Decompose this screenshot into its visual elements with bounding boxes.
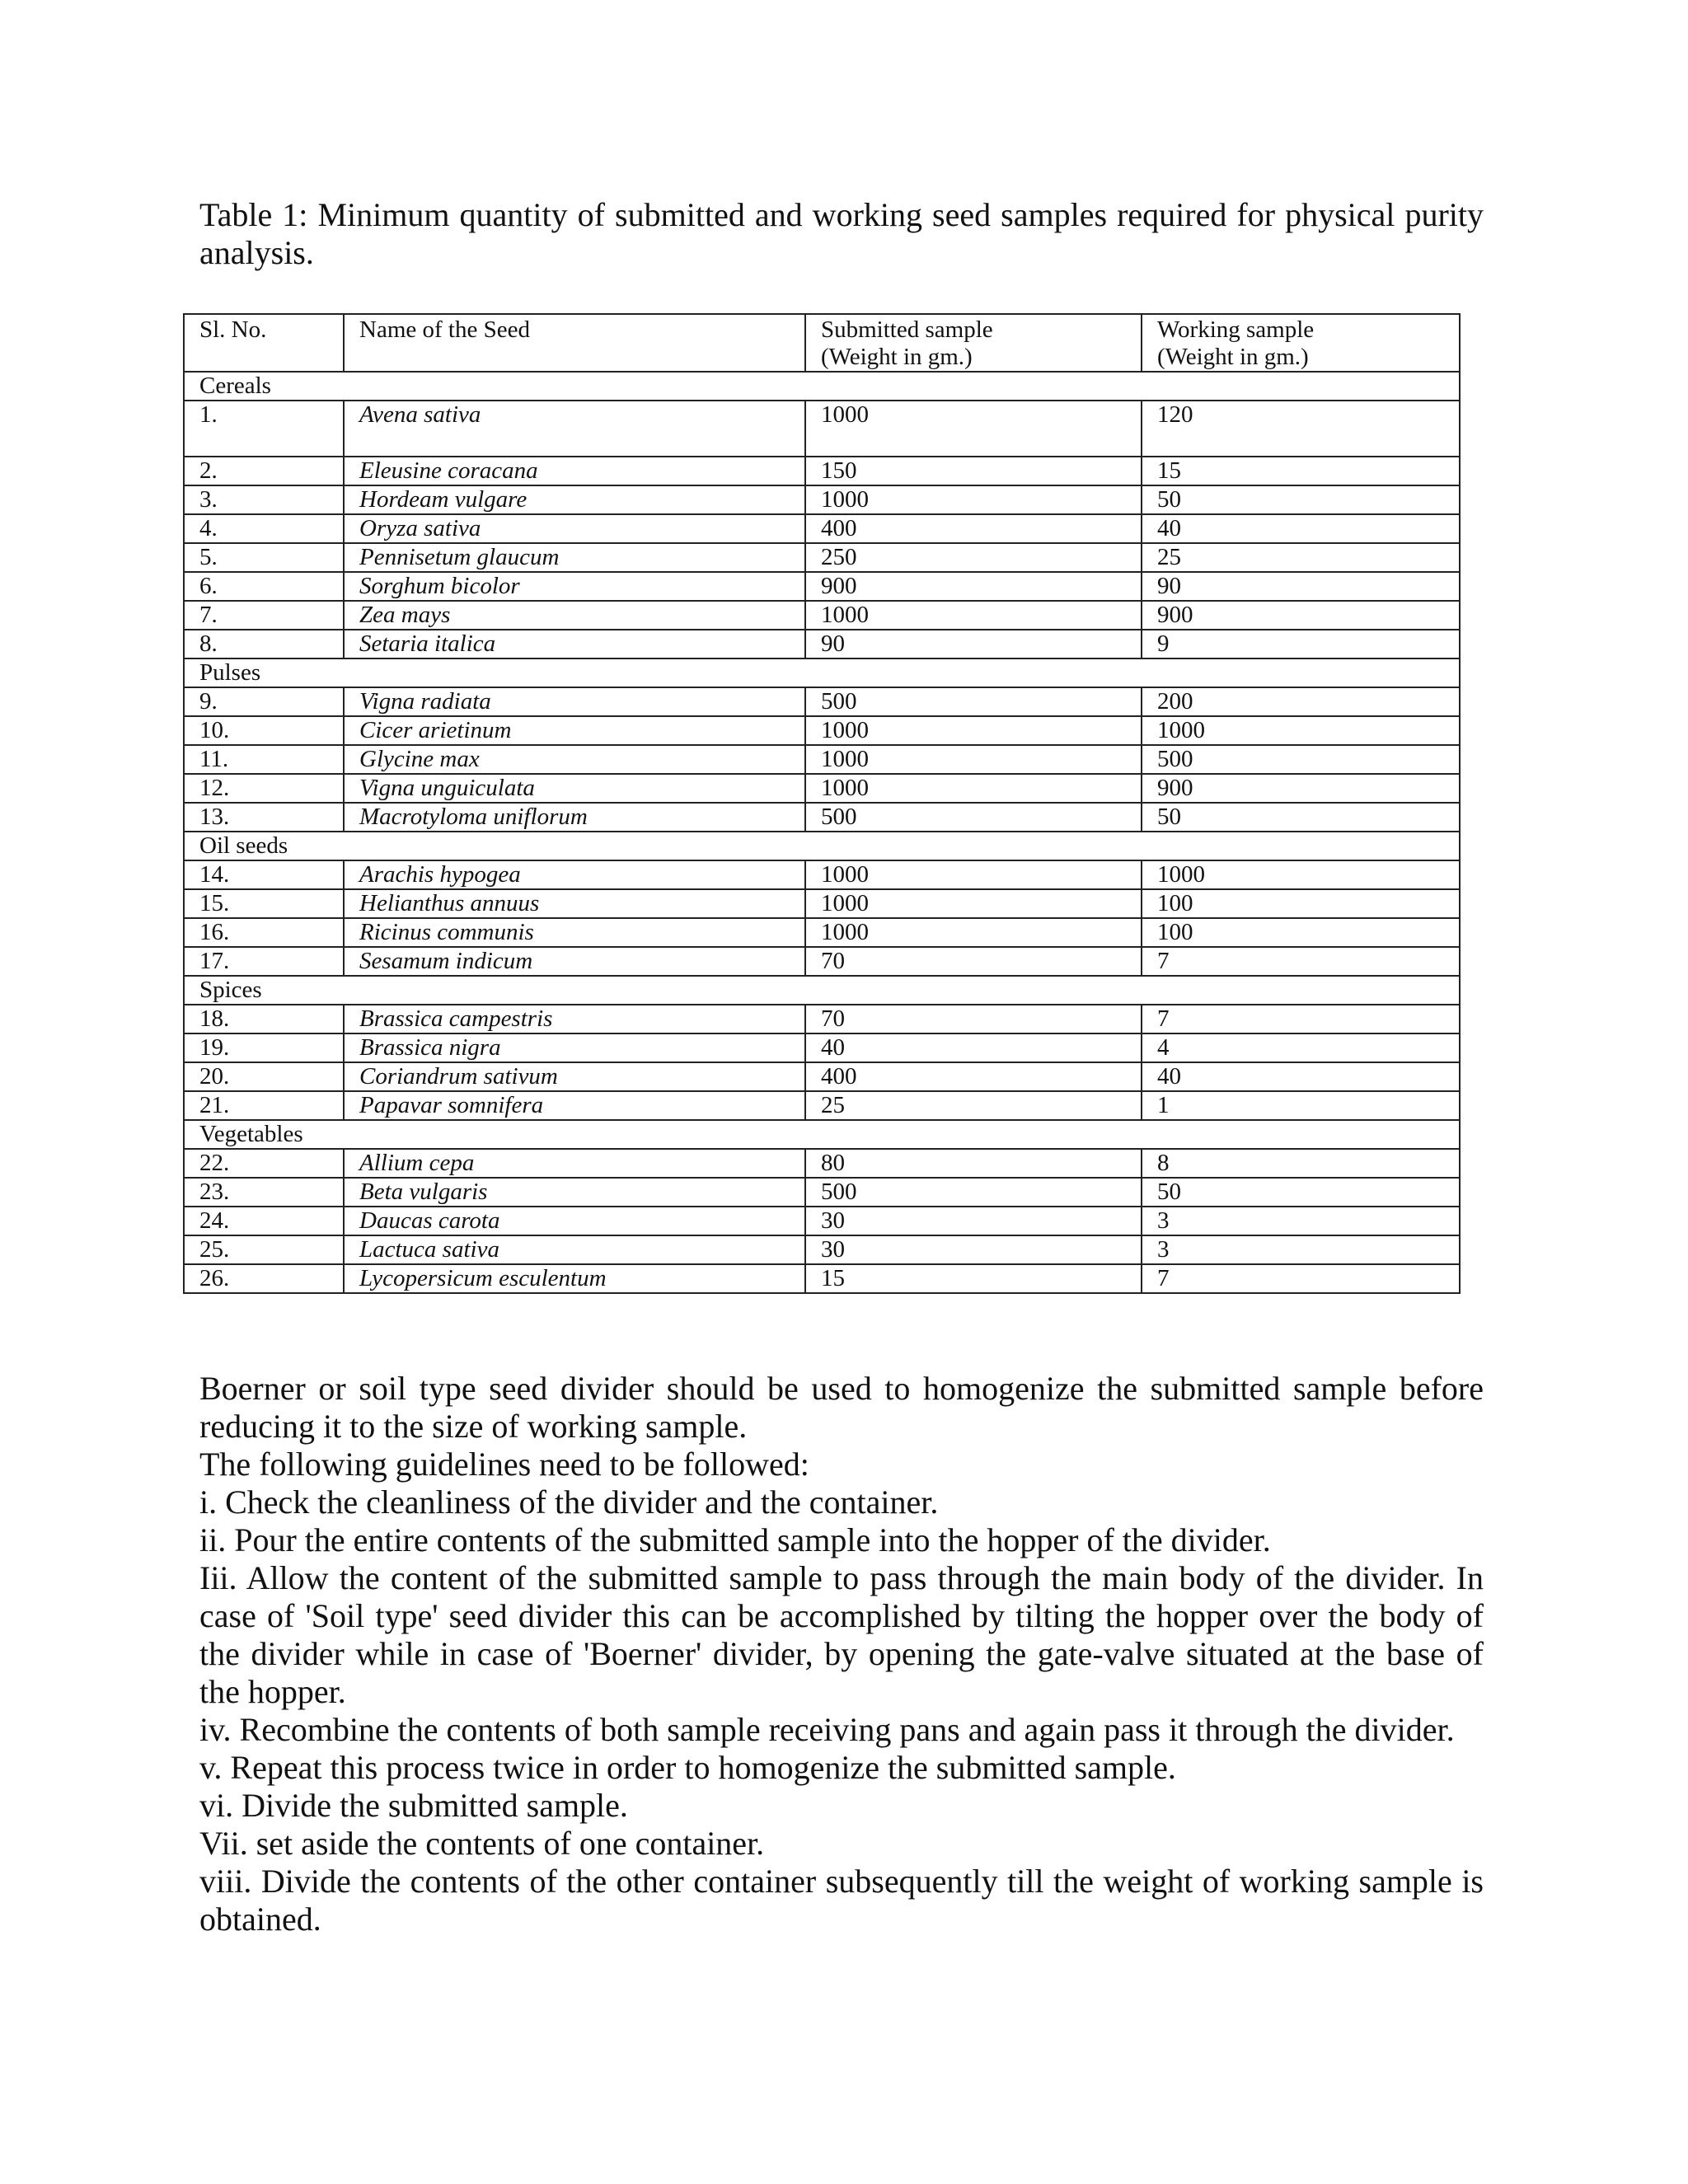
submitted-weight-cell: 1000 bbox=[805, 745, 1142, 774]
serial-number-cell: 16. bbox=[184, 918, 344, 947]
working-weight-cell: 4 bbox=[1142, 1033, 1460, 1062]
guidelines-text bbox=[199, 1370, 1484, 1938]
guideline-step: i. Check the cleanliness of the divider and the container. bbox=[199, 1483, 939, 1521]
serial-number-cell: 22. bbox=[184, 1149, 344, 1178]
category-label: Cereals bbox=[184, 372, 1460, 401]
header-submitted-line2: (Weight in gm.) bbox=[821, 344, 973, 370]
seed-name-cell: Oryza sativa bbox=[344, 514, 805, 543]
submitted-weight-cell: 80 bbox=[805, 1149, 1142, 1178]
seed-name-cell: Beta vulgaris bbox=[344, 1178, 805, 1207]
seed-name-cell: Pennisetum glaucum bbox=[344, 543, 805, 572]
table-row bbox=[184, 889, 1460, 918]
serial-number-cell: 8. bbox=[184, 630, 344, 658]
working-weight-cell: 25 bbox=[1142, 543, 1460, 572]
seed-name-cell: Zea mays bbox=[344, 601, 805, 630]
table-row bbox=[184, 1033, 1460, 1062]
guideline-step: iv. Recombine the contents of both sample receiving pans and again pass it through the divider. bbox=[199, 1711, 1455, 1748]
serial-number-cell: 23. bbox=[184, 1178, 344, 1207]
serial-number-cell: 24. bbox=[184, 1207, 344, 1235]
category-row bbox=[184, 1120, 1460, 1149]
table-row bbox=[184, 1264, 1460, 1293]
submitted-weight-cell: 1000 bbox=[805, 860, 1142, 889]
category-row bbox=[184, 372, 1460, 401]
header-sl-no bbox=[184, 314, 344, 372]
serial-number-cell: 9. bbox=[184, 687, 344, 716]
submitted-weight-cell: 500 bbox=[805, 1178, 1142, 1207]
header-seed-name bbox=[344, 314, 805, 372]
serial-number-cell: 10. bbox=[184, 716, 344, 745]
seed-name-cell: Helianthus annuus bbox=[344, 889, 805, 918]
seed-name-cell: Brassica campestris bbox=[344, 1005, 805, 1033]
category-label: Oil seeds bbox=[184, 832, 1460, 860]
table-caption: Table 1: Minimum quantity of submitted and working seed samples required for physical purity analysis. bbox=[199, 196, 1484, 271]
guideline-step: Vii. set aside the contents of one container. bbox=[199, 1825, 765, 1862]
working-weight-cell: 7 bbox=[1142, 947, 1460, 976]
table-row bbox=[184, 1207, 1460, 1235]
seed-name-cell: Cicer arietinum bbox=[344, 716, 805, 745]
category-label: Pulses bbox=[184, 658, 1460, 687]
serial-number-cell: 20. bbox=[184, 1062, 344, 1091]
serial-number-cell: 18. bbox=[184, 1005, 344, 1033]
table-header-row bbox=[184, 314, 1460, 372]
working-weight-cell: 50 bbox=[1142, 485, 1460, 514]
seed-name-cell: Glycine max bbox=[344, 745, 805, 774]
serial-number-cell: 17. bbox=[184, 947, 344, 976]
seed-name-cell: Coriandrum sativum bbox=[344, 1062, 805, 1091]
guideline-step: v. Repeat this process twice in order to homogenize the submitted sample. bbox=[199, 1749, 1176, 1786]
seed-name-cell: Arachis hypogea bbox=[344, 860, 805, 889]
seed-name-cell: Daucas carota bbox=[344, 1207, 805, 1235]
table-row bbox=[184, 401, 1460, 457]
serial-number-cell: 14. bbox=[184, 860, 344, 889]
submitted-weight-cell: 1000 bbox=[805, 601, 1142, 630]
working-weight-cell: 1 bbox=[1142, 1091, 1460, 1120]
table-row bbox=[184, 1178, 1460, 1207]
header-submitted-line1: Submitted sample bbox=[821, 316, 993, 343]
seed-name-cell: Avena sativa bbox=[344, 401, 805, 457]
category-label: Spices bbox=[184, 976, 1460, 1005]
seed-name-cell: Macrotyloma uniflorum bbox=[344, 803, 805, 832]
submitted-weight-cell: 1000 bbox=[805, 716, 1142, 745]
submitted-weight-cell: 1000 bbox=[805, 889, 1142, 918]
category-row bbox=[184, 658, 1460, 687]
serial-number-cell: 13. bbox=[184, 803, 344, 832]
table-row bbox=[184, 457, 1460, 485]
table-row bbox=[184, 947, 1460, 976]
serial-number-cell: 15. bbox=[184, 889, 344, 918]
seed-sample-table bbox=[183, 313, 1461, 1294]
submitted-weight-cell: 900 bbox=[805, 572, 1142, 601]
seed-name-cell: Vigna unguiculata bbox=[344, 774, 805, 803]
table-row bbox=[184, 543, 1460, 572]
table-row bbox=[184, 745, 1460, 774]
header-seed-name-text: Name of the Seed bbox=[359, 316, 530, 343]
header-working-line2: (Weight in gm.) bbox=[1157, 344, 1309, 370]
submitted-weight-cell: 500 bbox=[805, 803, 1142, 832]
guideline-step: Iii. Allow the content of the submitted sample to pass through the main body of the divider. In case of 'Soil type' seed divider this can be accomplished by tilting the hopper over the body of the divider while in case of 'Boerner' divider, by opening the gate-valve situated at the base of the hopper. bbox=[199, 1559, 1484, 1710]
submitted-weight-cell: 400 bbox=[805, 1062, 1142, 1091]
serial-number-cell: 26. bbox=[184, 1264, 344, 1293]
seed-table-body bbox=[184, 314, 1460, 1293]
working-weight-cell: 8 bbox=[1142, 1149, 1460, 1178]
working-weight-cell: 7 bbox=[1142, 1264, 1460, 1293]
header-working-line1: Working sample bbox=[1157, 316, 1315, 343]
seed-name-cell: Lactuca sativa bbox=[344, 1235, 805, 1264]
table-row bbox=[184, 716, 1460, 745]
serial-number-cell: 2. bbox=[184, 457, 344, 485]
submitted-weight-cell: 1000 bbox=[805, 918, 1142, 947]
seed-name-cell: Allium cepa bbox=[344, 1149, 805, 1178]
submitted-weight-cell: 500 bbox=[805, 687, 1142, 716]
seed-name-cell: Eleusine coracana bbox=[344, 457, 805, 485]
serial-number-cell: 6. bbox=[184, 572, 344, 601]
working-weight-cell: 120 bbox=[1142, 401, 1460, 457]
table-row bbox=[184, 1235, 1460, 1264]
submitted-weight-cell: 30 bbox=[805, 1207, 1142, 1235]
header-sl-no-text: Sl. No. bbox=[199, 316, 267, 343]
guideline-step: vi. Divide the submitted sample. bbox=[199, 1787, 628, 1824]
seed-name-cell: Papavar somnifera bbox=[344, 1091, 805, 1120]
serial-number-cell: 5. bbox=[184, 543, 344, 572]
submitted-weight-cell: 1000 bbox=[805, 485, 1142, 514]
submitted-weight-cell: 150 bbox=[805, 457, 1142, 485]
working-weight-cell: 7 bbox=[1142, 1005, 1460, 1033]
submitted-weight-cell: 400 bbox=[805, 514, 1142, 543]
serial-number-cell: 4. bbox=[184, 514, 344, 543]
working-weight-cell: 50 bbox=[1142, 1178, 1460, 1207]
table-row bbox=[184, 1091, 1460, 1120]
serial-number-cell: 25. bbox=[184, 1235, 344, 1264]
working-weight-cell: 90 bbox=[1142, 572, 1460, 601]
submitted-weight-cell: 30 bbox=[805, 1235, 1142, 1264]
submitted-weight-cell: 90 bbox=[805, 630, 1142, 658]
header-working-sample bbox=[1142, 314, 1460, 372]
working-weight-cell: 900 bbox=[1142, 774, 1460, 803]
seed-name-cell: Vigna radiata bbox=[344, 687, 805, 716]
serial-number-cell: 12. bbox=[184, 774, 344, 803]
seed-name-cell: Sesamum indicum bbox=[344, 947, 805, 976]
seed-name-cell: Ricinus communis bbox=[344, 918, 805, 947]
submitted-weight-cell: 250 bbox=[805, 543, 1142, 572]
working-weight-cell: 200 bbox=[1142, 687, 1460, 716]
serial-number-cell: 7. bbox=[184, 601, 344, 630]
working-weight-cell: 900 bbox=[1142, 601, 1460, 630]
table-row bbox=[184, 1149, 1460, 1178]
submitted-weight-cell: 40 bbox=[805, 1033, 1142, 1062]
table-row bbox=[184, 601, 1460, 630]
working-weight-cell: 100 bbox=[1142, 889, 1460, 918]
working-weight-cell: 1000 bbox=[1142, 860, 1460, 889]
seed-name-cell: Lycopersicum esculentum bbox=[344, 1264, 805, 1293]
table-row bbox=[184, 514, 1460, 543]
submitted-weight-cell: 15 bbox=[805, 1264, 1142, 1293]
table-row bbox=[184, 630, 1460, 658]
guideline-step: ii. Pour the entire contents of the submitted sample into the hopper of the divider. bbox=[199, 1521, 1271, 1558]
submitted-weight-cell: 25 bbox=[805, 1091, 1142, 1120]
table-row bbox=[184, 687, 1460, 716]
table-row bbox=[184, 1062, 1460, 1091]
working-weight-cell: 15 bbox=[1142, 457, 1460, 485]
intro-paragraph: Boerner or soil type seed divider should be used to homogenize the submitted sample before reducing it to the size of working sample. bbox=[199, 1370, 1484, 1445]
working-weight-cell: 40 bbox=[1142, 514, 1460, 543]
working-weight-cell: 3 bbox=[1142, 1207, 1460, 1235]
working-weight-cell: 50 bbox=[1142, 803, 1460, 832]
serial-number-cell: 19. bbox=[184, 1033, 344, 1062]
header-submitted-sample bbox=[805, 314, 1142, 372]
table-row bbox=[184, 1005, 1460, 1033]
working-weight-cell: 40 bbox=[1142, 1062, 1460, 1091]
table-row bbox=[184, 918, 1460, 947]
guidelines-heading: The following guidelines need to be followed: bbox=[199, 1446, 809, 1483]
working-weight-cell: 100 bbox=[1142, 918, 1460, 947]
submitted-weight-cell: 1000 bbox=[805, 774, 1142, 803]
table-row bbox=[184, 774, 1460, 803]
category-row bbox=[184, 832, 1460, 860]
table-row bbox=[184, 572, 1460, 601]
serial-number-cell: 21. bbox=[184, 1091, 344, 1120]
seed-name-cell: Hordeam vulgare bbox=[344, 485, 805, 514]
category-row bbox=[184, 976, 1460, 1005]
table-row bbox=[184, 803, 1460, 832]
working-weight-cell: 9 bbox=[1142, 630, 1460, 658]
seed-name-cell: Brassica nigra bbox=[344, 1033, 805, 1062]
seed-name-cell: Sorghum bicolor bbox=[344, 572, 805, 601]
submitted-weight-cell: 70 bbox=[805, 947, 1142, 976]
serial-number-cell: 1. bbox=[184, 401, 344, 457]
working-weight-cell: 3 bbox=[1142, 1235, 1460, 1264]
table-row bbox=[184, 860, 1460, 889]
submitted-weight-cell: 1000 bbox=[805, 401, 1142, 457]
working-weight-cell: 1000 bbox=[1142, 716, 1460, 745]
serial-number-cell: 3. bbox=[184, 485, 344, 514]
submitted-weight-cell: 70 bbox=[805, 1005, 1142, 1033]
working-weight-cell: 500 bbox=[1142, 745, 1460, 774]
serial-number-cell: 11. bbox=[184, 745, 344, 774]
guideline-step: viii. Divide the contents of the other container subsequently till the weight of working sample is obtained. bbox=[199, 1863, 1484, 1938]
category-label: Vegetables bbox=[184, 1120, 1460, 1149]
table-row bbox=[184, 485, 1460, 514]
seed-name-cell: Setaria italica bbox=[344, 630, 805, 658]
